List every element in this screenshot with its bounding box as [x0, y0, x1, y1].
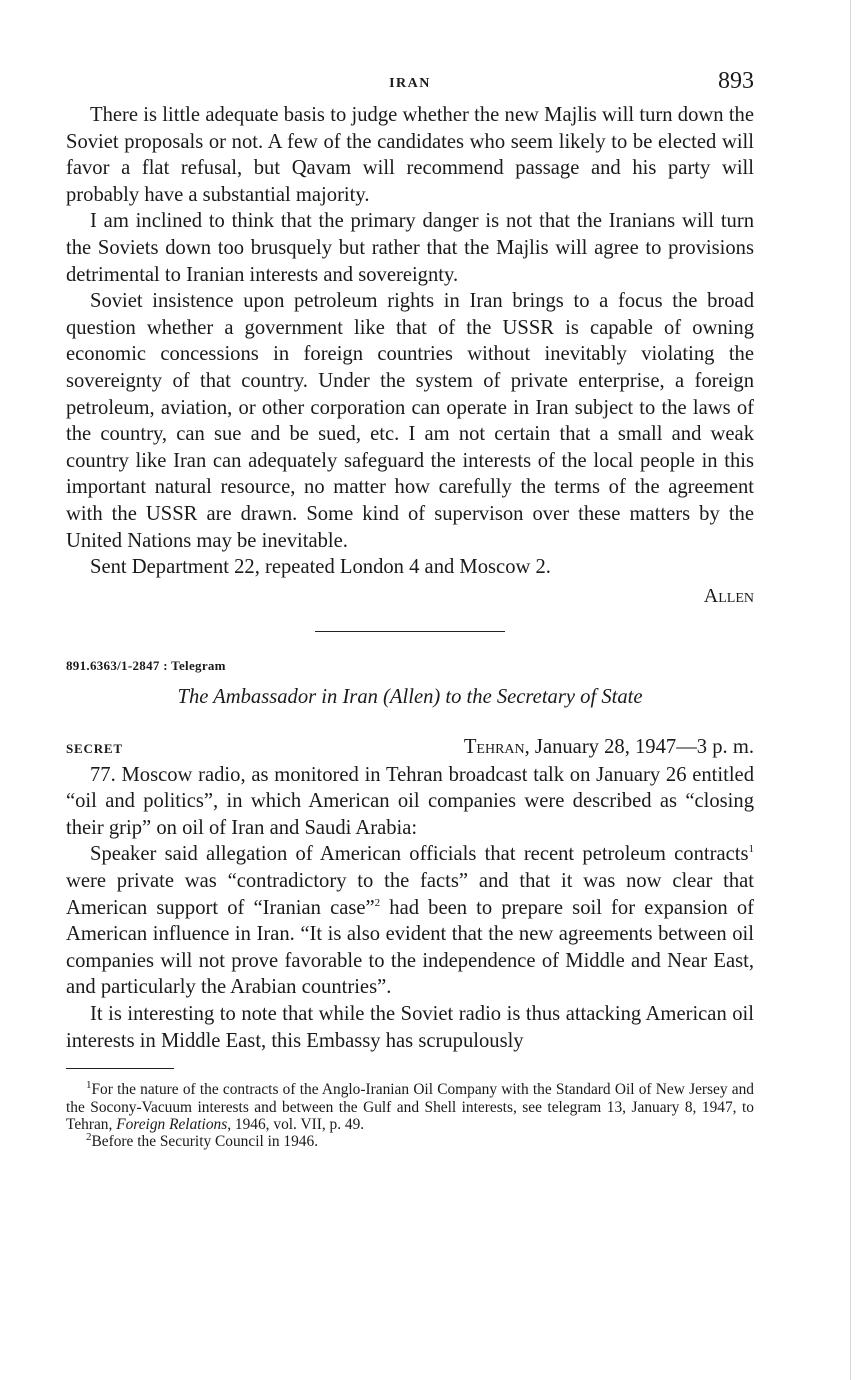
paragraph-speaker-allegation	[66, 841, 754, 1001]
document-file-id: 891.6363/1-2847 : Telegram	[66, 657, 226, 673]
footnote-1	[66, 1081, 754, 1133]
running-title: IRAN	[389, 76, 431, 91]
place-name: Tehran,	[463, 735, 530, 758]
footnote-1-mark: 1	[86, 1079, 92, 1092]
section-divider	[315, 631, 505, 632]
paragraph-primary-danger: I am inclined to think that the primary danger is not that the Iranians will turn the Soviets down too brusquely but rather that the Majlis will agree to provisions detrimental to Iranian interests and sovereignty.	[66, 210, 754, 286]
document-title: The Ambassador in Iran (Allen) to the Secretary of State	[177, 685, 643, 708]
footnote-2-mark: 2	[86, 1131, 92, 1144]
speaker-text-a: Speaker said allegation of American officials that recent petroleum contracts	[90, 843, 749, 866]
footnote-divider	[66, 1068, 174, 1069]
classification-label: SECRET	[66, 740, 123, 756]
footnote-2-text: Before the Security Council in 1946.	[91, 1133, 319, 1151]
place-date	[464, 734, 754, 760]
footnote-2	[66, 1133, 754, 1150]
speaker-text-b: were private was “contradictory to the facts” and that it was now clear that American support of “Iranian case”	[66, 870, 754, 919]
paragraph-moscow-radio: 77. Moscow radio, as monitored in Tehran broadcast talk on January 26 entitled “oil and politics”, in which American oil companies were described as “closing their grip” on oil of Iran and Saudi Arabia:	[66, 763, 754, 839]
page-number: 893	[718, 68, 754, 94]
paragraph-sent-department: Sent Department 22, repeated London 4 and Moscow 2.	[90, 556, 551, 579]
footnote-ref-1: 1	[748, 843, 754, 856]
paragraph-majlis-basis: There is little adequate basis to judge whether the new Majlis will turn down the Soviet proposals or not. A few of the candidates who seem likely to be elected will favor a flat refusal, but Qavam will recommend passage and his party will probably have a substantial majority.	[66, 104, 754, 206]
document-page	[66, 66, 754, 1151]
paragraph-soviet-insistence: Soviet insistence upon petroleum rights in Iran brings to a focus the broad question whether a government like that of the USSR is capable of owning economic concessions in foreign countries without inevitably violating the sovereignty of that country. Under the system of private enterprise, a foreign petroleum, aviation, or other corporation can operate in Iran subject to the laws of the country, can sue and be sued, etc. I am not certain that a small and weak country like Iran can adequately safeguard the interests of the local people in this important natural resource, no matter how carefully the terms of the agreement with the USSR are drawn. Some kind of supervison over these matters by the United Nations may be inevitable.	[66, 290, 754, 552]
paragraph-interesting-note: It is interesting to note that while the Soviet radio is thus attacking American oil interests in Middle East, this Embassy has scrupulously	[66, 1003, 754, 1052]
signature-allen: Allen	[703, 584, 754, 607]
footnote-1-text-a: For the nature of the contracts of the Anglo-Iranian Oil Company with the Standard Oil of New Jersey and the Socony-Vacuum interests and between the Gulf and Shell interests, see telegram 13, January 8, 1947, to Tehran,	[66, 1081, 754, 1134]
telegram-dateline	[66, 734, 754, 762]
page-edge-line	[850, 0, 851, 1380]
footnote-1-italic: Foreign Relations	[116, 1116, 228, 1134]
speaker-text-c: had been to prepare soil for expansion of American influence in Iran. “It is also evident that the new agreements between oil companies will not prove favorable to the independence of Middle and Near East, and particularly the Arabian countries”.	[66, 896, 754, 999]
telegram-date: January 28, 1947—3 p. m.	[529, 735, 754, 758]
footnote-1-text-b: , 1946, vol. VII, p. 49.	[227, 1116, 365, 1134]
page-header	[66, 66, 754, 102]
footnote-ref-2: 2	[374, 896, 381, 909]
